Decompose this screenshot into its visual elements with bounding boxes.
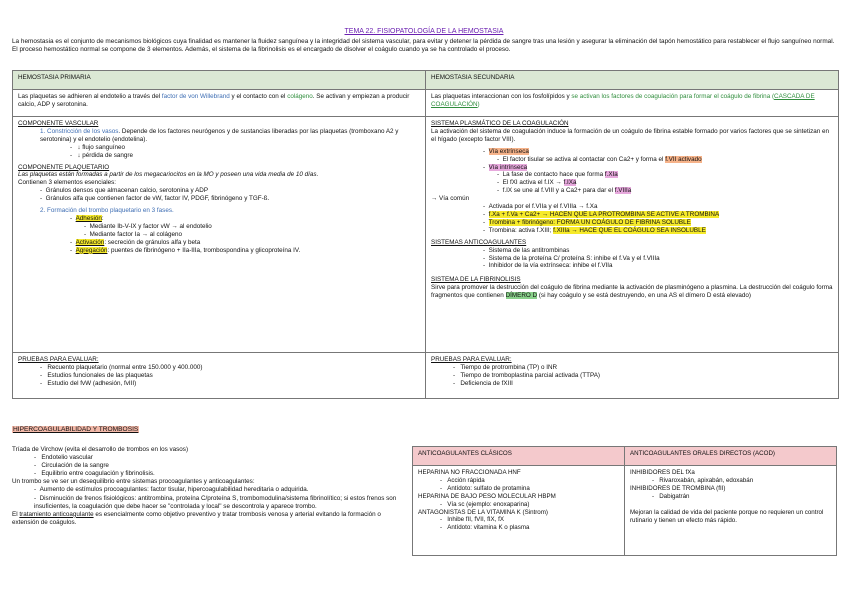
list-item: - Estudio del fvW (adhesión, fvIII) bbox=[40, 379, 137, 387]
text: es esencialmente como objetivo preventivo y tratar trombosis venosa y arterial evitando la formación o extensión de coágulos. bbox=[12, 510, 381, 526]
drug-group: HEPARINA DE BAJO PESO MOLECULAR HBPM bbox=[418, 492, 556, 500]
text: Sistema de la proteína C/ proteína S: inhibe el f.Va y el f.VIIIa bbox=[488, 254, 660, 262]
text: Tiempo de protrombina (TP) o INR bbox=[460, 363, 558, 371]
vascular-item bbox=[18, 128, 420, 144]
clasicos-body bbox=[413, 466, 625, 556]
italic-note: Las plaquetas están formadas a partir de los megacariocitos en la MO y poseen una vida media de 10 días. bbox=[18, 171, 319, 179]
agregacion-label: Agregación bbox=[75, 246, 108, 254]
via-item: - Vía extrínseca bbox=[483, 147, 529, 155]
list-item: - Gránulos alfa que contienen factor de vW, factor IV, PDGF, fibrinógeno y TGF-ß. bbox=[40, 195, 270, 203]
sub-item: - f.IX se une al f.VIII y a Ca2+ para dar el f.VIIIa bbox=[497, 187, 632, 195]
text: Vía sc (ejemplo: enoxaparina) bbox=[447, 500, 530, 508]
dimero-d-highlight: DÍMERO D bbox=[505, 292, 538, 300]
label: Constricción de los vasos bbox=[47, 127, 119, 135]
text: Equilibrio entre coagulación y fibrinolisis. bbox=[41, 470, 155, 478]
label: Formación del trombo plaquetario en 3 fases. bbox=[47, 207, 174, 215]
text: Aumento de estímulos procoagulantes: factor tisular, hipercoagulabilidad hereditaria o adquirida. bbox=[39, 486, 309, 494]
drug-group: HEPARINA NO FRACCIONADA HNF bbox=[418, 469, 521, 476]
vwf-term: factor de von Willebrand bbox=[161, 93, 230, 100]
list-item: - Disminución de frenos fisiológicos: antitrombina, proteína C/proteína S, trombomodulina/sistema fibrinolítico; si estos frenos son insuficientes, la coagulación que debe hacer se "controlada y local" se descontrola y aparece trombo. bbox=[34, 494, 397, 510]
section-title: SISTEMA DE LA FIBRINOLISIS bbox=[431, 276, 521, 284]
num: 1. bbox=[40, 127, 46, 135]
text: Gránulos alfa que contienen factor de vW, factor IV, PDGF, fibrinógeno y TGF-ß. bbox=[45, 195, 270, 203]
intrinseca-label: Vía intrínseca bbox=[488, 163, 528, 171]
factores-term: se activan los factores de coagulación para formar el coágulo de fibrina ( bbox=[571, 93, 775, 100]
colageno-term: colágeno bbox=[287, 93, 313, 100]
text: Mediante factor Ia → al colágeno bbox=[89, 230, 183, 238]
list-item: - Sistema de la proteína C/ proteína S: inhibe el f.Va y el f.VIIIa bbox=[483, 254, 660, 262]
list-item: - Inhibe fII, fVII, fIX, fX bbox=[440, 516, 504, 524]
list-item: - Rivaroxabán, apixabán, edoxabán bbox=[652, 476, 754, 484]
primaria-pruebas bbox=[13, 353, 426, 399]
secundaria-desc bbox=[426, 90, 839, 117]
list-item: - Estudios funcionales de las plaquetas bbox=[40, 371, 153, 379]
hiper-text bbox=[12, 446, 404, 527]
acod-body bbox=[625, 466, 837, 556]
section-title: COMPONENTE VASCULAR bbox=[18, 120, 99, 127]
text: Sirve para promover la destrucción del coágulo de fibrina mediante la activación de plasminógeno a plasmina. La destrucción del coágulo forma fragmentos que contienen bbox=[431, 284, 833, 300]
adhesion-label: Adhesión bbox=[75, 214, 102, 222]
text: Estudios funcionales de las plaquetas bbox=[47, 371, 153, 379]
sub-item: - ↓ pérdida de sangre bbox=[70, 151, 134, 159]
list-item: - Antídoto: sulfato de protamina bbox=[440, 484, 530, 492]
section-title: SISTEMAS ANTICOAGULANTES bbox=[431, 238, 527, 246]
secundaria-pruebas bbox=[426, 353, 839, 399]
intro-paragraph: El proceso hemostático normal se compone de 3 elementos. Además, el sistema de la fibrinolisis es el encargado de disolver el coágulo cuando ya se ha controlado el proceso. bbox=[12, 46, 511, 54]
text: ↓ pérdida de sangre bbox=[77, 151, 134, 159]
drug-group: INHIBIDORES DE TROMBINA (fII) bbox=[630, 484, 726, 492]
tratamiento-text bbox=[12, 511, 404, 527]
text: Gránulos densos que almacenan calcio, serotonina y ADP bbox=[45, 187, 209, 195]
text: Deficiencia de fXIII bbox=[460, 379, 513, 387]
sub-item: - Mediante factor Ia → al colágeno bbox=[84, 230, 183, 238]
text: Rivaroxabán, apixabán, edoxabán bbox=[659, 476, 754, 484]
text: La activación del sistema de coagulación induce la formación de un coágulo de fibrina estable formado por varios factores que se sintetizan en el hígado (excepto factor VIII). bbox=[431, 127, 829, 143]
section-title: PRUEBAS PARA EVALUAR: bbox=[18, 356, 99, 363]
text: Inhibe fII, fVII, fIX, fX bbox=[447, 516, 504, 524]
phase-item: - Adhesión: bbox=[70, 214, 104, 222]
text: Acción rápida bbox=[447, 476, 485, 484]
text: Tríada de Virchow (evita el desarrollo de trombos en los vasos) bbox=[12, 446, 189, 453]
list-item: - Vía sc (ejemplo: enoxaparina) bbox=[440, 500, 530, 508]
text: . Depende de los factores neurógenos y de sustancias liberadas por las plaquetas (tromboxano A2 y serotonina) y el endotelio (endotelina). bbox=[40, 127, 399, 143]
text: Dabigatrán bbox=[659, 492, 690, 500]
sub-item: - Activada por el f.VIIa y el f.VIIIa → f.Xa bbox=[483, 203, 598, 211]
hemostasia-table bbox=[12, 70, 839, 399]
text: Antídoto: vitamina K o plasma bbox=[447, 524, 530, 532]
list-item: - Inhibidor de la vía extrínseca: inhibe el f.VIIa bbox=[483, 262, 613, 270]
text: Endotelio vascular bbox=[41, 454, 93, 462]
list-item: - Recuento plaquetario (normal entre 150.000 y 400.000) bbox=[40, 363, 203, 371]
text: Inhibidor de la vía extrínseca: inhibe el f.VIIa bbox=[488, 262, 613, 270]
intro-paragraph: La hemostasia es el conjunto de mecanismos biológicos cuya finalidad es mantener la fluidez sanguínea y la integridad del sistema vascular, para evitar y detener la pérdida de sangre tras una lesión y asegurar la eliminación del tapón hemostático para restablecer el flujo sanguíneo normal. bbox=[12, 38, 835, 45]
text: f.IX se une al f.VIII y a Ca2+ para dar el bbox=[502, 187, 615, 195]
highlight: f.Xa + f.Va + Ca2+ → HACEN QUE LA PROTROMBINA SE ACTIVE A TROMBINA bbox=[488, 210, 720, 218]
text: Tiempo de tromboplastina parcial activada (TTPA) bbox=[460, 371, 600, 379]
text: (si hay coágulo y se está destruyendo, en una AS el dímero D está elevado) bbox=[537, 292, 751, 300]
text: Las plaquetas interaccionan con los fosfolípidos y bbox=[431, 93, 572, 100]
text: El factor tisular se activa al contactar con Ca2+ y forma el bbox=[502, 155, 666, 163]
text: ↓ flujo sanguíneo bbox=[77, 143, 125, 151]
sub-item: - Mediante Ib-V-IX y factor vW → al endotelio bbox=[84, 222, 212, 230]
text: El bbox=[12, 510, 20, 518]
list-item: - Sistema de las antitrombinas bbox=[483, 246, 570, 254]
header-acod: ANTICOAGULANTES ORALES DIRECTOS (ACOD) bbox=[625, 447, 837, 466]
list-item: - Antídoto: vitamina K o plasma bbox=[440, 524, 530, 532]
primaria-body bbox=[13, 117, 426, 353]
text: Estudio del fvW (adhesión, fvIII) bbox=[47, 379, 137, 387]
tratamiento-term: tratamiento anticoagulante bbox=[19, 510, 94, 518]
page-title: TEMA 22. FISIOPATOLOGÍA DE LA HEMOSTASIA bbox=[344, 28, 504, 35]
phase-item: - Agregación: puentes de fibrinógeno + IIa-IIIa, trombospondina y glicoproteína IV. bbox=[70, 246, 301, 254]
text: Las plaquetas se adhieren al endotelio a través del bbox=[18, 93, 162, 100]
text: y el contacto con el bbox=[229, 93, 288, 100]
fibrinolisis-text bbox=[431, 284, 833, 300]
text: Sistema de las antitrombinas bbox=[488, 246, 570, 254]
hiper-title: HIPERCOAGULABILIDAD Y TROMBOSIS bbox=[13, 426, 139, 433]
highlight: f.IXa bbox=[563, 179, 577, 187]
sub-item: - La fase de contacto hace que forma f.XIa bbox=[497, 171, 618, 179]
text: La fase de contacto hace que forma bbox=[502, 171, 605, 179]
highlight: f.XIIIa → HACE QUE EL COÁGULO SEA INSOLUBLE bbox=[553, 226, 706, 234]
list-item: - Aumento de estímulos procoagulantes: factor tisular, hipercoagulabilidad hereditaria o adquirida. bbox=[34, 486, 309, 494]
comun-label: → Vía común bbox=[431, 195, 470, 203]
sub-item: - f.Xa + f.Va + Ca2+ → HACEN QUE LA PROTROMBINA SE ACTIVE A TROMBINA bbox=[483, 210, 720, 218]
activacion-label: Activación bbox=[75, 238, 105, 246]
header-secundaria: HEMOSTASIA SECUNDARIA bbox=[426, 71, 839, 90]
anticoagulantes-table bbox=[412, 446, 837, 556]
num: 2. bbox=[40, 207, 46, 215]
text: Disminución de frenos fisiológicos: antitrombina, proteína C/proteína S, trombomodulina/sistema fibrinolítico; si estos frenos son insuficientes, la coagulación que debe hacer se "controlada y local" se descontrola y aparece trombo. bbox=[34, 494, 397, 510]
list-item: - Gránulos densos que almacenan calcio, serotonina y ADP bbox=[40, 187, 209, 195]
sub-item: - Trombina + fibrinógeno: FORMA UN COÁGULO DE FIBRINA SOLUBLE bbox=[483, 218, 691, 226]
sub-item: - El factor tisular se activa al contactar con Ca2+ y forma el f.VII activado bbox=[497, 155, 702, 163]
text: ) bbox=[477, 100, 480, 108]
section-title: SISTEMA PLASMÁTICO DE LA COAGULACIÓN bbox=[431, 120, 569, 127]
cascada-term: CASCADA DE COAGULACIÓN bbox=[431, 93, 815, 108]
text: Recuento plaquetario (normal entre 150.000 y 400.000) bbox=[47, 363, 203, 371]
primaria-desc bbox=[13, 90, 426, 117]
text: Trombina: activa f.XIII; bbox=[488, 226, 554, 234]
section-title: COMPONENTE PLAQUETARIO bbox=[18, 163, 110, 171]
via-item: - Vía intrínseca bbox=[483, 163, 528, 171]
list-item: - Tiempo de tromboplastina parcial activada (TTPA) bbox=[453, 371, 600, 379]
sub-item: - El fXI activa el f.IX → f.IXa bbox=[497, 179, 577, 187]
text: Circulación de la sangre bbox=[41, 462, 109, 470]
section-title: PRUEBAS PARA EVALUAR: bbox=[431, 356, 512, 363]
list-item: - Tiempo de protrombina (TP) o INR bbox=[453, 363, 558, 371]
header-primaria: HEMOSTASIA PRIMARIA bbox=[13, 71, 426, 90]
text: : secreción de gránulos alfa y beta bbox=[104, 238, 201, 246]
highlight: f.VII activado bbox=[665, 155, 702, 163]
phase-item: - Activación: secreción de gránulos alfa y beta bbox=[70, 238, 201, 246]
text: Mediante Ib-V-IX y factor vW → al endotelio bbox=[89, 222, 212, 230]
drug-group: INHIBIDORES DEL fXa bbox=[630, 469, 695, 476]
highlight: f.VIIIa bbox=[614, 187, 632, 195]
text: : puentes de fibrinógeno + IIa-IIIa, trombospondina y glicoproteína IV. bbox=[107, 246, 301, 254]
text: Mejoran la calidad de vida del paciente porque no requieren un control rutinario y tienen un efecto más rápido. bbox=[630, 508, 824, 524]
text: Activada por el f.VIIa y el f.VIIIa → f.Xa bbox=[488, 203, 598, 211]
highlight: Trombina + fibrinógeno: FORMA UN COÁGULO DE FIBRINA SOLUBLE bbox=[488, 218, 691, 226]
list-item: - Deficiencia de fXIII bbox=[453, 379, 513, 387]
sub-item: - Trombina: activa f.XIII; f.XIIIa → HACE QUE EL COÁGULO SEA INSOLUBLE bbox=[483, 226, 706, 234]
list-item: - Acción rápida bbox=[440, 476, 485, 484]
trombo-item bbox=[18, 207, 420, 215]
list-item: - Equilibrio entre coagulación y fibrinolisis. bbox=[34, 470, 155, 478]
text: Un trombo se ve ser un desequilibrio entre sistemas procoagulantes y anticoagulantes: bbox=[12, 478, 255, 486]
drug-group: ANTAGONISTAS DE LA VITAMINA K (Sintrom) bbox=[418, 508, 548, 516]
header-clasicos: ANTICOAGULANTES CLÁSICOS bbox=[413, 447, 625, 466]
text: Contienen 3 elementos esenciales: bbox=[18, 179, 117, 187]
highlight: f.XIa bbox=[604, 171, 618, 179]
intro-text bbox=[12, 38, 836, 55]
sub-item: - ↓ flujo sanguíneo bbox=[70, 143, 125, 151]
list-item: - Circulación de la sangre bbox=[34, 462, 109, 470]
text: El fXI activa el f.IX → bbox=[502, 179, 564, 187]
text: Antídoto: sulfato de protamina bbox=[447, 484, 530, 492]
secundaria-body bbox=[426, 117, 839, 353]
extrinseca-label: Vía extrínseca bbox=[488, 147, 529, 155]
list-item: - Dabigatrán bbox=[652, 492, 690, 500]
list-item: - Endotelio vascular bbox=[34, 454, 93, 462]
text: . Se activan y empiezan a producir calcio, ADP y serotonina. bbox=[18, 93, 410, 108]
